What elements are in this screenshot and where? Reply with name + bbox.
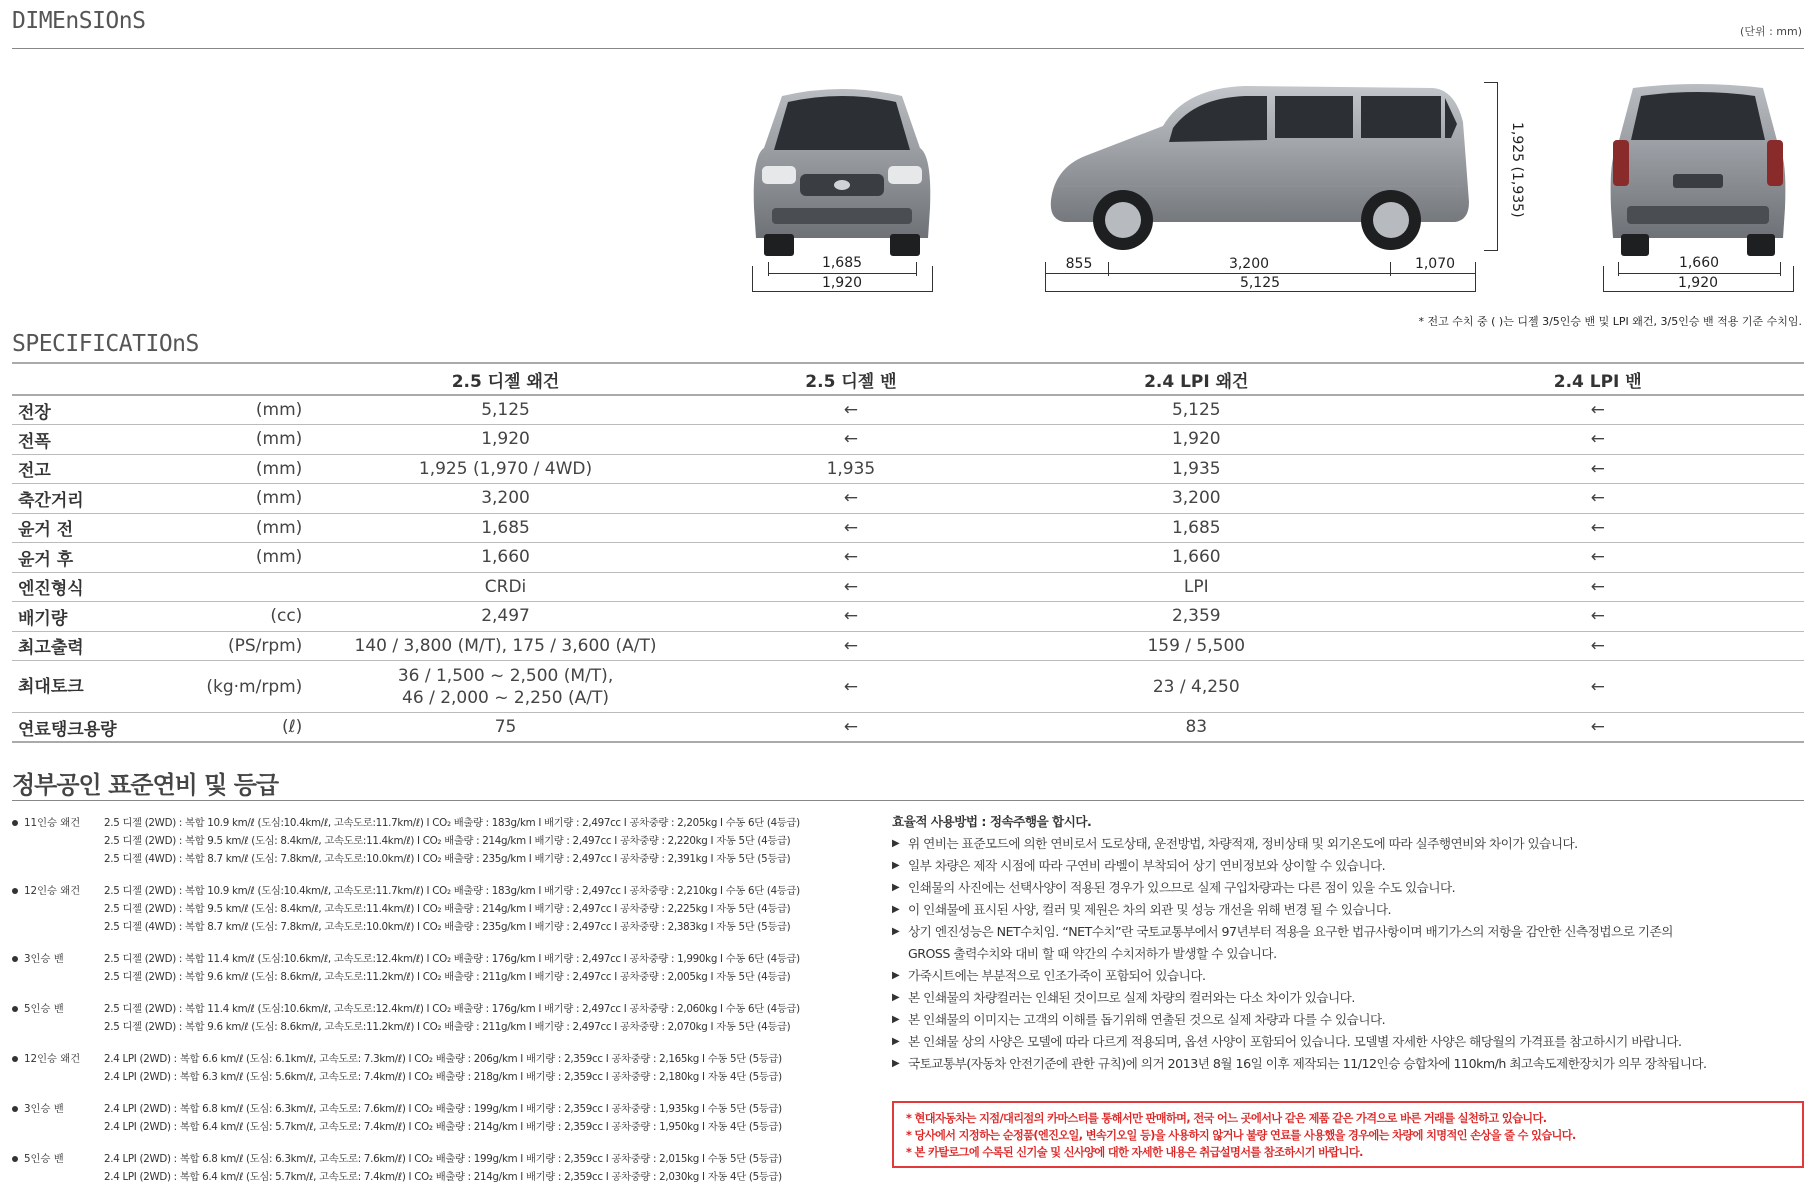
fuel-group — [12, 1098, 882, 1134]
note-item: ▶ 인쇄물의 사진에는 선택사양이 적용된 경우가 있으므로 실제 구입차량과는 다른 점이 있을 수도 있습니다. — [892, 877, 1802, 899]
cell-line: 36 / 1,500 ~ 2,500 (M/T), — [397, 665, 614, 686]
vehicle-height: 1,925 (1,935) — [1509, 122, 1525, 218]
note-item: ▶ 상기 엔진성능은 NET수치임. “NET수치”란 국토교통부에서 97년부터 적용을 요구한 법규사항이며 배기가스의 저항을 감안한 신측정법으로 기존의 GROSS 출력수치와 대비 할 때 약간의 수치저하가 발생할 수 있습니다. — [892, 921, 1802, 965]
note-item: ▶ 일부 차량은 제작 시점에 따라 구연비 라벨이 부착되어 상기 연비정보와 상이할 수 있습니다. — [892, 855, 1802, 877]
cell: ← — [1391, 543, 1804, 573]
fuel-line: 2.4 LPI (2WD) : 복합 6.4 km/ℓ (도심: 5.7km/ℓ, 고속도로: 7.4km/ℓ) I CO₂ 배출량 : 214g/km I 배기량 : 2,359cc I 공차중량 : 1,950kg I 자동 4단 (5등급) — [104, 1120, 782, 1133]
fuel-group — [12, 1148, 882, 1184]
table-row — [12, 543, 1804, 573]
row-label: 윤거 전 — [12, 513, 192, 543]
cell: ← — [1391, 713, 1804, 743]
cell: 5,125 — [1001, 395, 1391, 425]
cell: 1,660 — [310, 543, 700, 573]
cell: 1,660 — [1001, 543, 1391, 573]
cell: ← — [1391, 395, 1804, 425]
cell: ← — [701, 631, 1001, 661]
note-item: ▶ 본 인쇄물의 이미지는 고객의 이해를 돕기위해 연출된 것으로 실제 차량과 다를 수 있습니다. — [892, 1009, 1802, 1031]
fuel-line: 2.5 디젤 (2WD) : 복합 9.5 km/ℓ (도심: 8.4km/ℓ, 고속도로:11.4km/ℓ) I CO₂ 배출량 : 214g/km I 배기량 : 2,497cc I 공차중량 : 2,220kg I 자동 5단 (4등급) — [104, 834, 791, 847]
row-label: 전장 — [12, 395, 192, 425]
cell: ← — [1391, 661, 1804, 713]
cell: CRDi — [310, 572, 700, 602]
dim-tick — [916, 262, 917, 276]
efficiency-heading: 효율적 사용방법 : 정속주행을 합시다. — [892, 814, 1092, 829]
note-item: ▶ 위 연비는 표준모드에 의한 연비로서 도로상태, 운전방법, 차량적재, 정비상태 및 외기온도에 따라 실주행연비와 차이가 있습니다. — [892, 833, 1802, 855]
row-label: 전고 — [12, 454, 192, 484]
table-row — [12, 572, 1804, 602]
dim-tick — [932, 266, 933, 292]
side-view-car-image — [1045, 82, 1475, 252]
cell: ← — [1391, 513, 1804, 543]
note-item: ▶ 본 인쇄물의 차량컬러는 인쇄된 것이므로 실제 차량의 컬러와는 다소 차이가 있습니다. — [892, 987, 1802, 1009]
cell: 75 — [310, 713, 700, 743]
dimension-footnote: * 전고 수치 중 ( )는 디젤 3/5인승 밴 및 LPI 왜건, 3/5인승 밴 적용 기준 수치임. — [1418, 315, 1802, 328]
fuel-category: 11인승 왜건 — [12, 814, 104, 829]
row-label: 전폭 — [12, 425, 192, 455]
dim-line — [1618, 273, 1780, 274]
front-width-inner: 1,685 — [821, 255, 863, 271]
row-label: 최대토크 — [12, 661, 192, 713]
fuel-line: 2.4 LPI (2WD) : 복합 6.4 km/ℓ (도심: 5.7km/ℓ, 고속도로: 7.4km/ℓ) I CO₂ 배출량 : 214g/km I 배기량 : 2,359cc I 공차중량 : 2,030kg I 자동 4단 (5등급) — [104, 1170, 782, 1183]
cell: 5,125 — [310, 395, 700, 425]
table-row — [12, 631, 1804, 661]
cell: ← — [701, 513, 1001, 543]
row-unit: (mm) — [192, 543, 310, 573]
column-header: 2.4 LPI 왜건 — [1001, 363, 1391, 395]
fuel-category: 12인승 왜건 — [12, 1050, 104, 1065]
wheelbase: 3,200 — [1228, 256, 1270, 272]
fuel-line: 2.4 LPI (2WD) : 복합 6.8 km/ℓ (도심: 6.3km/ℓ, 고속도로: 7.6km/ℓ) I CO₂ 배출량 : 199g/km I 배기량 : 2,359cc I 공차중량 : 1,935kg I 수동 5단 (5등급) — [104, 1102, 782, 1115]
cell — [310, 661, 700, 713]
fuel-line: 2.5 디젤 (2WD) : 복합 9.5 km/ℓ (도심: 8.4km/ℓ, 고속도로:11.4km/ℓ) I CO₂ 배출량 : 214g/km I 배기량 : 2,497cc I 공차중량 : 2,225kg I 자동 5단 (4등급) — [104, 902, 791, 915]
rear-view-car-image — [1603, 78, 1793, 258]
efficiency-notes — [892, 811, 1802, 1075]
warning-line: * 본 카탈로그에 수록된 신기술 및 신사양에 대한 자세한 내용은 취급설명서를 참조하시기 바랍니다. — [906, 1146, 1363, 1159]
fuel-efficiency-list — [12, 812, 882, 1198]
row-unit: (mm) — [192, 425, 310, 455]
front-width-outer: 1,920 — [821, 275, 863, 291]
front-view-car-image — [742, 78, 942, 258]
cell: ← — [701, 602, 1001, 632]
dim-line — [752, 291, 932, 292]
cell: ← — [1391, 425, 1804, 455]
fuel-line: 2.5 디젤 (4WD) : 복합 8.7 km/ℓ (도심: 7.8km/ℓ, 고속도로:10.0km/ℓ) I CO₂ 배출량 : 235g/km I 배기량 : 2,497cc I 공차중량 : 2,391kg I 자동 5단 (5등급) — [104, 852, 791, 865]
warning-box — [892, 1101, 1804, 1168]
bullet-icon — [12, 1156, 18, 1162]
cell: LPI — [1001, 572, 1391, 602]
fuel-line: 2.5 디젤 (2WD) : 복합 11.4 km/ℓ (도심:10.6km/ℓ, 고속도로:12.4km/ℓ) I CO₂ 배출량 : 176g/km I 배기량 : 2,497cc I 공차중량 : 2,060kg I 수동 6단 (4등급) — [104, 1002, 800, 1015]
fuel-group — [12, 812, 882, 866]
dim-tick — [1793, 266, 1794, 292]
row-label: 최고출력 — [12, 631, 192, 661]
cell: 3,200 — [310, 484, 700, 514]
total-length: 5,125 — [1239, 275, 1281, 291]
row-label: 연료탱크용량 — [12, 713, 192, 743]
cell: ← — [1391, 602, 1804, 632]
row-unit: (mm) — [192, 395, 310, 425]
cell: 2,497 — [310, 602, 700, 632]
fuel-group — [12, 948, 882, 984]
dim-line — [1484, 82, 1498, 83]
cell: 159 / 5,500 — [1001, 631, 1391, 661]
dim-tick — [1475, 262, 1476, 292]
cell: ← — [701, 572, 1001, 602]
table-row — [12, 395, 1804, 425]
table-row — [12, 454, 1804, 484]
row-label: 엔진형식 — [12, 572, 192, 602]
column-header: 2.5 디젤 왜건 — [310, 363, 700, 395]
bullet-icon — [12, 1106, 18, 1112]
column-header: 2.4 LPI 밴 — [1391, 363, 1804, 395]
cell: ← — [701, 425, 1001, 455]
cell: 1,935 — [1001, 454, 1391, 484]
cell: ← — [1391, 484, 1804, 514]
fuel-category: 5인승 밴 — [12, 1000, 104, 1015]
row-label: 배기량 — [12, 602, 192, 632]
cell: 3,200 — [1001, 484, 1391, 514]
warning-line: * 현대자동차는 지점/대리점의 카마스터를 통해서만 판매하며, 전국 어느 곳에서나 같은 제품 같은 가격으로 바른 거래를 실천하고 있습니다. — [906, 1112, 1547, 1125]
specifications-title: SPECIFICATIOnS — [12, 331, 199, 357]
rear-overhang: 1,070 — [1414, 256, 1456, 272]
fuel-line: 2.4 LPI (2WD) : 복합 6.3 km/ℓ (도심: 5.6km/ℓ, 고속도로: 7.4km/ℓ) I CO₂ 배출량 : 218g/km I 배기량 : 2,359cc I 공차중량 : 2,180kg I 자동 4단 (5등급) — [104, 1070, 782, 1083]
height-dim-line — [1497, 82, 1498, 250]
cell: 2,359 — [1001, 602, 1391, 632]
bullet-icon — [12, 956, 18, 962]
cell: 140 / 3,800 (M/T), 175 / 3,600 (A/T) — [310, 631, 700, 661]
dim-line — [768, 273, 916, 274]
fuel-line: 2.5 디젤 (2WD) : 복합 10.9 km/ℓ (도심:10.4km/ℓ, 고속도로:11.7km/ℓ) I CO₂ 배출량 : 183g/km I 배기량 : 2,497cc I 공차중량 : 2,205kg I 수동 6단 (4등급) — [104, 816, 800, 829]
cell: 1,685 — [1001, 513, 1391, 543]
note-item: ▶ 국토교통부(자동차 안전기준에 관한 규칙)에 의거 2013년 8월 16일 이후 제작되는 11/12인승 승합차에 110km/h 최고속도제한장치가 의무 장착됩니다. — [892, 1053, 1802, 1075]
dim-line — [1484, 250, 1498, 251]
unit-note: (단위 : mm) — [1740, 25, 1802, 38]
divider — [12, 48, 1804, 49]
bullet-icon — [12, 1006, 18, 1012]
fuel-group — [12, 880, 882, 934]
table-row — [12, 661, 1804, 713]
cell: 83 — [1001, 713, 1391, 743]
bullet-icon — [12, 888, 18, 894]
fuel-group — [12, 998, 882, 1034]
cell: ← — [701, 661, 1001, 713]
row-unit — [192, 572, 310, 602]
table-header-row — [12, 363, 1804, 395]
dim-line — [1045, 273, 1475, 274]
fuel-group — [12, 1048, 882, 1084]
cell: ← — [701, 713, 1001, 743]
bullet-icon — [12, 820, 18, 826]
cell: ← — [701, 543, 1001, 573]
cell: ← — [1391, 572, 1804, 602]
cell: 23 / 4,250 — [1001, 661, 1391, 713]
note-item: ▶ 이 인쇄물에 표시된 사양, 컬러 및 제원은 차의 외관 및 성능 개선을 위해 변경 될 수 있습니다. — [892, 899, 1802, 921]
row-unit: (ℓ) — [192, 713, 310, 743]
row-unit: (kg·m/rpm) — [192, 661, 310, 713]
bullet-icon — [12, 1056, 18, 1062]
column-header: 2.5 디젤 밴 — [701, 363, 1001, 395]
fuel-efficiency-title: 정부공인 표준연비 및 등급 — [12, 771, 279, 799]
fuel-line: 2.5 디젤 (2WD) : 복합 9.6 km/ℓ (도심: 8.6km/ℓ, 고속도로:11.2km/ℓ) I CO₂ 배출량 : 211g/km I 배기량 : 2,497cc I 공차중량 : 2,070kg I 자동 5단 (4등급) — [104, 1020, 791, 1033]
cell: 1,935 — [701, 454, 1001, 484]
divider — [12, 800, 1804, 801]
row-unit: (mm) — [192, 513, 310, 543]
row-unit: (cc) — [192, 602, 310, 632]
fuel-line: 2.5 디젤 (2WD) : 복합 11.4 km/ℓ (도심:10.6km/ℓ, 고속도로:12.4km/ℓ) I CO₂ 배출량 : 176g/km I 배기량 : 2,497cc I 공차중량 : 1,990kg I 수동 6단 (4등급) — [104, 952, 800, 965]
row-label: 윤거 후 — [12, 543, 192, 573]
cell: ← — [1391, 454, 1804, 484]
fuel-category: 3인승 밴 — [12, 950, 104, 965]
rear-width-outer: 1,920 — [1677, 275, 1719, 291]
dimensions-title: DIMEnSIOnS — [12, 8, 146, 34]
fuel-category: 3인승 밴 — [12, 1100, 104, 1115]
cell: ← — [1391, 631, 1804, 661]
cell: 1,925 (1,970 / 4WD) — [310, 454, 700, 484]
row-unit: (mm) — [192, 484, 310, 514]
cell: 1,920 — [1001, 425, 1391, 455]
fuel-category: 12인승 왜건 — [12, 882, 104, 897]
cell-line: 46 / 2,000 ~ 2,250 (A/T) — [402, 687, 609, 708]
table-row — [12, 602, 1804, 632]
dim-line — [1603, 291, 1793, 292]
row-unit: (mm) — [192, 454, 310, 484]
fuel-line: 2.5 디젤 (2WD) : 복합 10.9 km/ℓ (도심:10.4km/ℓ, 고속도로:11.7km/ℓ) I CO₂ 배출량 : 183g/km I 배기량 : 2,497cc I 공차중량 : 2,210kg I 수동 6단 (4등급) — [104, 884, 800, 897]
table-row — [12, 484, 1804, 514]
row-label: 축간거리 — [12, 484, 192, 514]
table-row — [12, 513, 1804, 543]
specifications-table — [12, 362, 1804, 743]
row-unit: (PS/rpm) — [192, 631, 310, 661]
fuel-line: 2.4 LPI (2WD) : 복합 6.8 km/ℓ (도심: 6.3km/ℓ, 고속도로: 7.6km/ℓ) I CO₂ 배출량 : 199g/km I 배기량 : 2,359cc I 공차중량 : 2,015kg I 수동 5단 (5등급) — [104, 1152, 782, 1165]
fuel-line: 2.4 LPI (2WD) : 복합 6.6 km/ℓ (도심: 6.1km/ℓ, 고속도로: 7.3km/ℓ) I CO₂ 배출량 : 206g/km I 배기량 : 2,359cc I 공차중량 : 2,165kg I 수동 5단 (5등급) — [104, 1052, 782, 1065]
table-row — [12, 713, 1804, 743]
front-overhang: 855 — [1065, 256, 1093, 272]
rear-width-inner: 1,660 — [1678, 255, 1720, 271]
cell: 1,920 — [310, 425, 700, 455]
fuel-category: 5인승 밴 — [12, 1150, 104, 1165]
warning-line: * 당사에서 지정하는 순정품(엔진오일, 변속기오일 등)을 사용하지 않거나 불량 연료를 사용했을 경우에는 차량에 치명적인 손상을 줄 수 있습니다. — [906, 1129, 1576, 1142]
table-row — [12, 425, 1804, 455]
cell: 1,685 — [310, 513, 700, 543]
note-item: ▶ 본 인쇄물 상의 사양은 모델에 따라 다르게 적용되며, 옵션 사양이 포함되어 있습니다. 모델별 자세한 사양은 해당월의 가격표를 참고하시기 바랍니다. — [892, 1031, 1802, 1053]
dim-tick — [1780, 262, 1781, 276]
fuel-line: 2.5 디젤 (2WD) : 복합 9.6 km/ℓ (도심: 8.6km/ℓ, 고속도로:11.2km/ℓ) I CO₂ 배출량 : 211g/km I 배기량 : 2,497cc I 공차중량 : 2,005kg I 자동 5단 (4등급) — [104, 970, 791, 983]
cell: ← — [701, 395, 1001, 425]
cell: ← — [701, 484, 1001, 514]
dim-line — [1045, 291, 1475, 292]
note-item: ▶ 가죽시트에는 부분적으로 인조가죽이 포함되어 있습니다. — [892, 965, 1802, 987]
fuel-line: 2.5 디젤 (4WD) : 복합 8.7 km/ℓ (도심: 7.8km/ℓ, 고속도로:10.0km/ℓ) I CO₂ 배출량 : 235g/km I 배기량 : 2,497cc I 공차중량 : 2,383kg I 자동 5단 (5등급) — [104, 920, 791, 933]
